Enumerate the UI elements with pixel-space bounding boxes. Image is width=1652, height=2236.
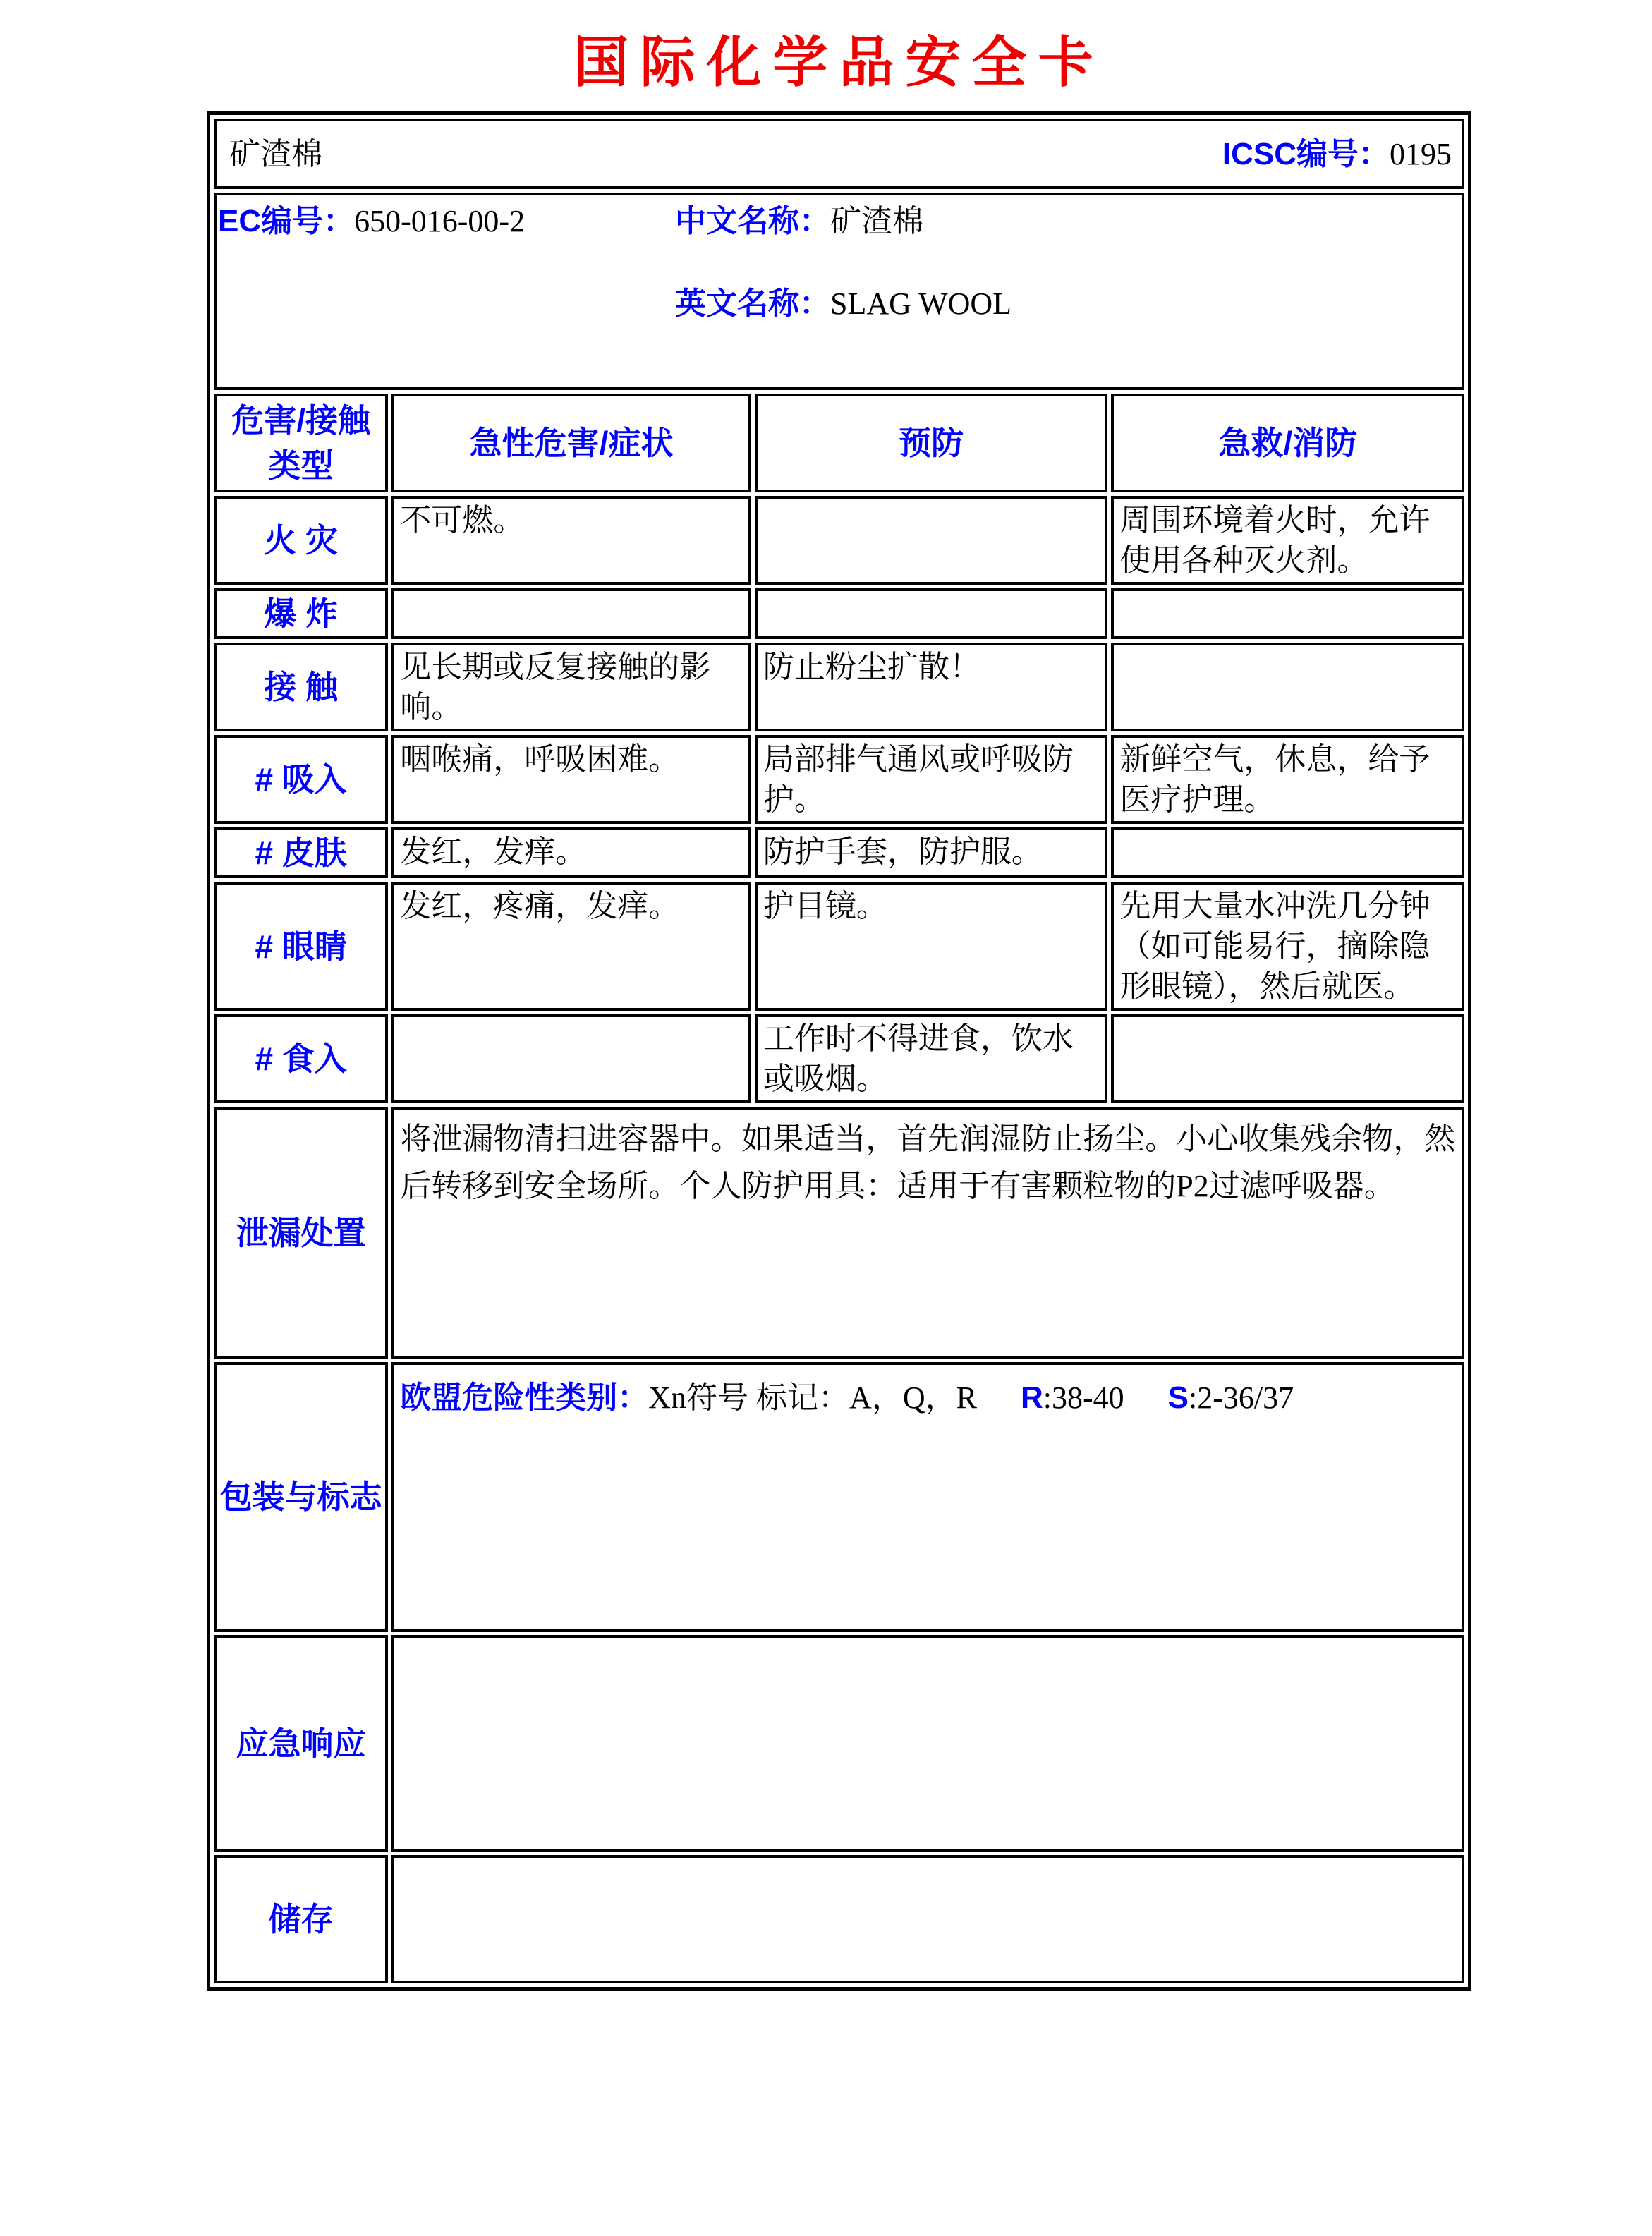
icsc-number-group <box>1222 134 1452 174</box>
exposure-symptoms-cell: 见长期或反复接触的影响。 <box>391 643 751 731</box>
table-row-substance <box>214 119 1464 189</box>
table-row-spill <box>214 1107 1464 1359</box>
icsc-number-label: ICSC编号： <box>1222 136 1390 171</box>
r-phrase-value: :38-40 <box>1043 1380 1124 1415</box>
table-row-exposure <box>214 643 1464 731</box>
eu-class-label: 欧盟危险性类别： <box>400 1380 649 1415</box>
table-row-skin <box>214 827 1464 878</box>
fire-symptoms-cell: 不可燃。 <box>391 496 751 585</box>
ingestion-label: # 食入 <box>214 1014 388 1103</box>
emergency-content-cell <box>391 1635 1464 1852</box>
inhalation-firstaid-cell: 新鲜空气，休息，给予医疗护理。 <box>1111 735 1464 824</box>
fire-label: 火 灾 <box>214 496 388 585</box>
exposure-prevention-cell: 防止粉尘扩散！ <box>755 643 1108 731</box>
identity-flex <box>218 197 1462 324</box>
s-phrase-value: :2-36/37 <box>1189 1380 1294 1415</box>
english-name-value: SLAG WOOL <box>830 286 1012 321</box>
table-row-column-headers <box>214 394 1464 492</box>
chinese-name-label: 中文名称： <box>675 204 830 238</box>
table-row-storage <box>214 1855 1464 1983</box>
eu-class-value: Xn符号 标记：A，Q，R <box>648 1380 977 1415</box>
table-row-identity <box>214 193 1464 390</box>
chinese-name-value: 矿渣棉 <box>830 204 923 238</box>
inhalation-symptoms-cell: 咽喉痛，呼吸困难。 <box>391 735 751 824</box>
inhalation-label: # 吸入 <box>214 735 388 824</box>
eyes-label: # 眼睛 <box>214 882 388 1011</box>
eyes-prevention-cell: 护目镜。 <box>755 882 1108 1011</box>
icsc-number-value: 0195 <box>1390 136 1452 171</box>
exposure-label: 接 触 <box>214 643 388 731</box>
inhalation-prevention-cell: 局部排气通风或呼吸防护。 <box>755 735 1108 824</box>
column-header-symptoms: 急性危害/症状 <box>391 394 751 492</box>
table-row-ingestion <box>214 1014 1464 1103</box>
skin-label: # 皮肤 <box>214 827 388 878</box>
ingestion-firstaid-cell <box>1111 1014 1464 1103</box>
page-title: 国际化学品安全卡 <box>573 32 1105 93</box>
emergency-label: 应急响应 <box>214 1635 388 1852</box>
fire-firstaid-cell: 周围环境着火时，允许使用各种灭火剂。 <box>1111 496 1464 585</box>
explosion-prevention-cell <box>755 588 1108 639</box>
ingestion-prevention-cell: 工作时不得进食，饮水或吸烟。 <box>755 1014 1108 1103</box>
packaging-label: 包装与标志 <box>214 1362 388 1632</box>
exposure-firstaid-cell <box>1111 643 1464 731</box>
identity-cell <box>214 193 1464 390</box>
column-header-type: 危害/接触类型 <box>214 394 388 492</box>
table-row-packaging <box>214 1362 1464 1632</box>
skin-prevention-cell: 防护手套，防护服。 <box>755 827 1108 878</box>
eyes-firstaid-cell: 先用大量水冲洗几分钟（如可能易行，摘除隐形眼镜），然后就医。 <box>1111 882 1464 1011</box>
s-phrase-label: S <box>1167 1380 1189 1415</box>
ec-number-group <box>218 201 675 241</box>
english-name-label: 英文名称： <box>675 286 830 321</box>
table-row-inhalation <box>214 735 1464 824</box>
explosion-label: 爆 炸 <box>214 588 388 639</box>
substance-name: 矿渣棉 <box>229 136 322 171</box>
packaging-content-cell <box>391 1362 1464 1632</box>
ec-number-value: 650-016-00-2 <box>354 204 526 238</box>
spill-content-text: 将泄漏物清扫进容器中。如果适当，首先润湿防止扬尘。小心收集残余物，然后转移到安全场所。个人防护用具：适用于有害颗粒物的P2过滤呼吸器。 <box>400 1122 1456 1203</box>
eyes-symptoms-cell: 发红，疼痛，发痒。 <box>391 882 751 1011</box>
table-row-eyes <box>214 882 1464 1011</box>
table-row-explosion <box>214 588 1464 639</box>
skin-symptoms-cell: 发红，发痒。 <box>391 827 751 878</box>
storage-content-cell <box>391 1855 1464 1983</box>
icsc-table <box>207 111 1471 1991</box>
english-name-line <box>675 284 1012 324</box>
column-header-prevention: 预防 <box>755 394 1108 492</box>
names-group <box>675 201 1012 324</box>
ec-number-label: EC编号： <box>218 204 355 238</box>
skin-firstaid-cell <box>1111 827 1464 878</box>
column-header-firstaid: 急救/消防 <box>1111 394 1464 492</box>
substance-header-cell <box>214 119 1464 189</box>
chinese-name-line <box>675 201 1012 241</box>
spill-content-cell <box>391 1107 1464 1359</box>
ingestion-symptoms-cell <box>391 1014 751 1103</box>
storage-label: 储存 <box>214 1855 388 1983</box>
spill-label: 泄漏处置 <box>214 1107 388 1359</box>
fire-prevention-cell <box>755 496 1108 585</box>
table-row-fire <box>214 496 1464 585</box>
table-row-emergency <box>214 1635 1464 1852</box>
explosion-firstaid-cell <box>1111 588 1464 639</box>
packaging-content-line <box>400 1366 1456 1418</box>
explosion-symptoms-cell <box>391 588 751 639</box>
substance-header-flex <box>217 121 1462 186</box>
r-phrase-label: R <box>1020 1380 1043 1415</box>
